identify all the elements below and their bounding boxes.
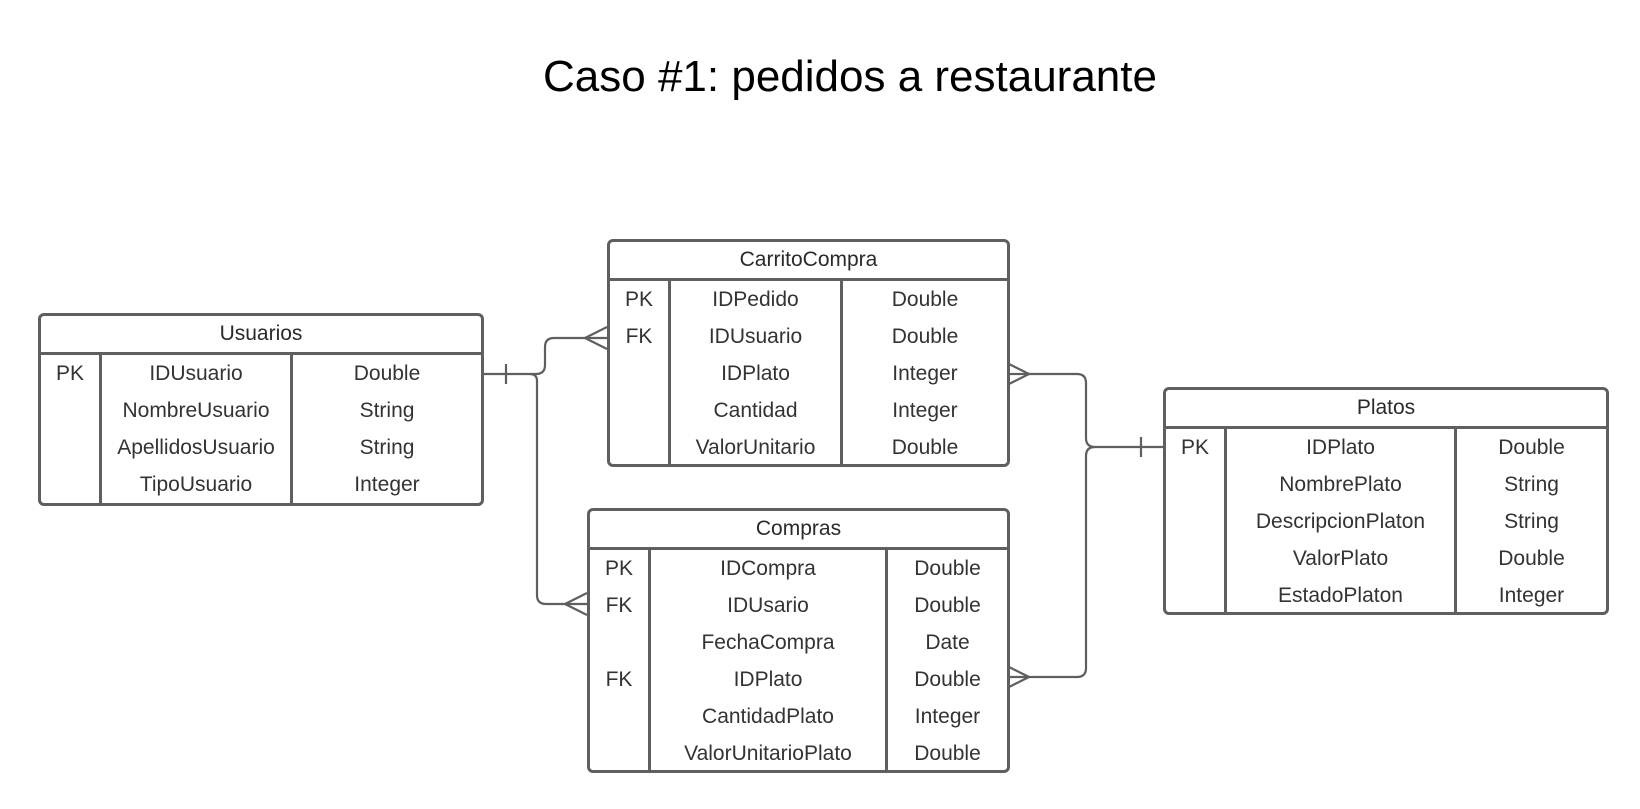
field-name: TipoUsuario [139,473,253,496]
key-cell [590,624,648,661]
field-name: IDPedido [712,288,799,311]
field-type: Date [925,631,970,654]
field-type: Double [353,362,421,385]
key-cell [41,466,99,503]
field-type: Double [914,742,981,765]
key-cell: FK [605,668,633,691]
field-name: ValorUnitarioPlato [684,742,852,765]
field-type: Double [914,557,981,580]
field-type: Integer [892,399,958,422]
key-cell [610,429,668,466]
entity-title: Usuarios [41,316,481,355]
field-type: String [359,436,415,459]
field-type: Double [891,436,959,459]
key-cell: FK [625,325,653,348]
field-type: Double [1498,547,1565,570]
key-cell: PK [624,288,653,311]
field-type: String [1504,473,1559,496]
entity-platos[interactable] [1163,387,1609,615]
field-type: Integer [892,362,958,385]
field-type: Double [891,325,959,348]
entity-usuarios[interactable] [38,313,484,506]
field-name: IDUsuario [149,362,243,385]
field-name: FechaCompra [701,631,835,654]
field-name: ValorUnitario [695,436,816,459]
field-name: NombreUsuario [122,399,270,422]
field-type: Double [914,594,981,617]
field-name: Cantidad [713,399,798,422]
field-name: IDUsario [727,594,809,617]
field-name: ApellidosUsuario [117,436,275,459]
key-cell [1166,577,1224,614]
entity-title: CarritoCompra [610,242,1007,281]
field-name: ValorPlato [1292,547,1389,570]
key-cell [41,429,99,466]
field-name: NombrePlato [1279,473,1402,496]
field-type: Double [914,668,981,691]
key-cell [1166,503,1224,540]
entity-carritocompra[interactable] [607,239,1010,467]
field-name: DescripcionPlaton [1255,510,1426,533]
key-cell: FK [605,594,633,617]
link-usuarios-compras [530,374,587,604]
field-type: Double [891,288,959,311]
key-cell [590,698,648,735]
field-type: Integer [354,473,420,496]
link-usuarios-carrito [482,338,607,374]
field-name: IDCompra [720,557,816,580]
key-cell [590,735,648,772]
field-name: IDPlato [1306,436,1375,459]
entity-title: Compras [590,511,1007,550]
link-platos-carrito [1007,374,1165,447]
field-type: Double [1498,436,1565,459]
link-platos-compras [1007,447,1095,677]
field-name: IDUsuario [708,325,803,348]
key-cell [41,392,99,429]
entity-compras[interactable] [587,508,1010,773]
key-cell [610,355,668,392]
key-cell: PK [1180,436,1209,459]
field-name: EstadoPlaton [1278,584,1403,607]
key-cell [610,392,668,429]
field-type: String [1504,510,1559,533]
key-cell: PK [604,557,633,580]
diagram-title: Caso #1: pedidos a restaurante [543,52,1157,101]
field-type: Integer [1498,584,1565,607]
field-type: Integer [914,705,981,728]
key-cell [1166,540,1224,577]
entity-title: Platos [1166,390,1606,429]
field-name: CantidadPlato [702,705,834,728]
field-name: IDPlato [721,362,790,385]
field-name: IDPlato [733,668,803,691]
key-cell [1166,466,1224,503]
field-type: String [359,399,415,422]
key-cell: PK [55,362,84,385]
